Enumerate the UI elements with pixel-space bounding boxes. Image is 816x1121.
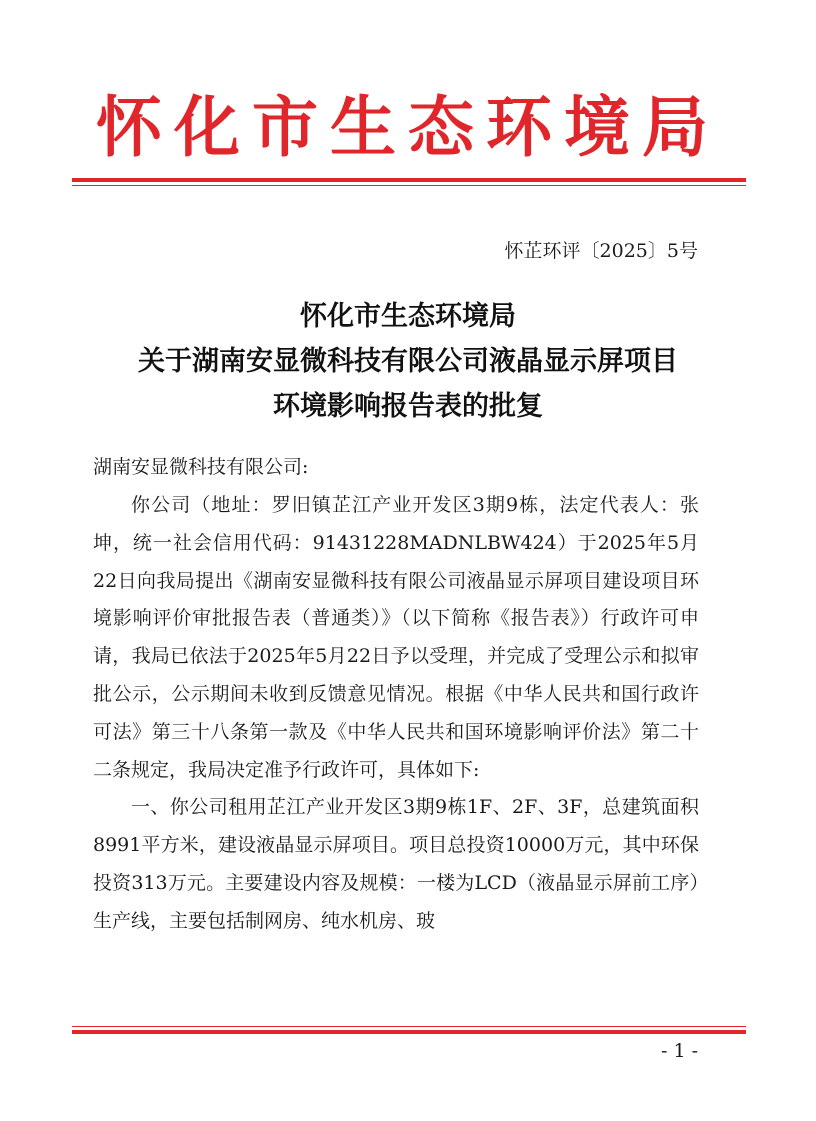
document-number: 怀芷环评〔2025〕5号 <box>504 240 698 262</box>
footer-rule-thick <box>72 1030 746 1034</box>
footer-rule-thin <box>72 1026 746 1027</box>
paragraph-1: 你公司（地址：罗旧镇芷江产业开发区3期9栋，法定代表人：张坤，统一社会信用代码：91431228MADNLBW424）于2025年5月22日向我局提出《湖南安显微科技有限公司液晶显示屏项目建设项目环境影响评价审批报告表（普通类）》（以下简称《报告表》）行政许可申请，我局已依法于2025年5月22日予以受理，并完成了受理公示和拟审批公示，公示期间未收到反馈意见情况。根据《中华人民共和国行政许可法》第三十八条第一款及《中华人民共和国环境影响评价法》第二十二条规定，我局决定准予行政许可，具体如下: <box>93 494 699 781</box>
addressee: 湖南安显微科技有限公司: <box>93 456 309 478</box>
paragraph-2: 一、你公司租用芷江产业开发区3期9栋1F、2F、3F，总建筑面积8991平方米，建设液晶显示屏项目。项目总投资10000万元，其中环保投资313万元。主要建设内容及规模：一楼为LCD（液晶显示屏前工序）生产线，主要包括制网房、纯水机房、玻 <box>93 796 699 932</box>
page-number: - 1 - <box>660 1040 698 1062</box>
organization-header: 怀化市生态环境局 <box>96 88 720 166</box>
title-line-3: 环境影响报告表的批复 <box>273 391 543 422</box>
header-rule-thin <box>72 185 746 186</box>
body-text <box>93 487 699 941</box>
title-line-1: 怀化市生态环境局 <box>300 301 516 332</box>
title-line-2: 关于湖南安显微科技有限公司液晶显示屏项目 <box>138 346 678 377</box>
document-title <box>70 294 746 429</box>
header-rule-thick <box>72 178 746 182</box>
